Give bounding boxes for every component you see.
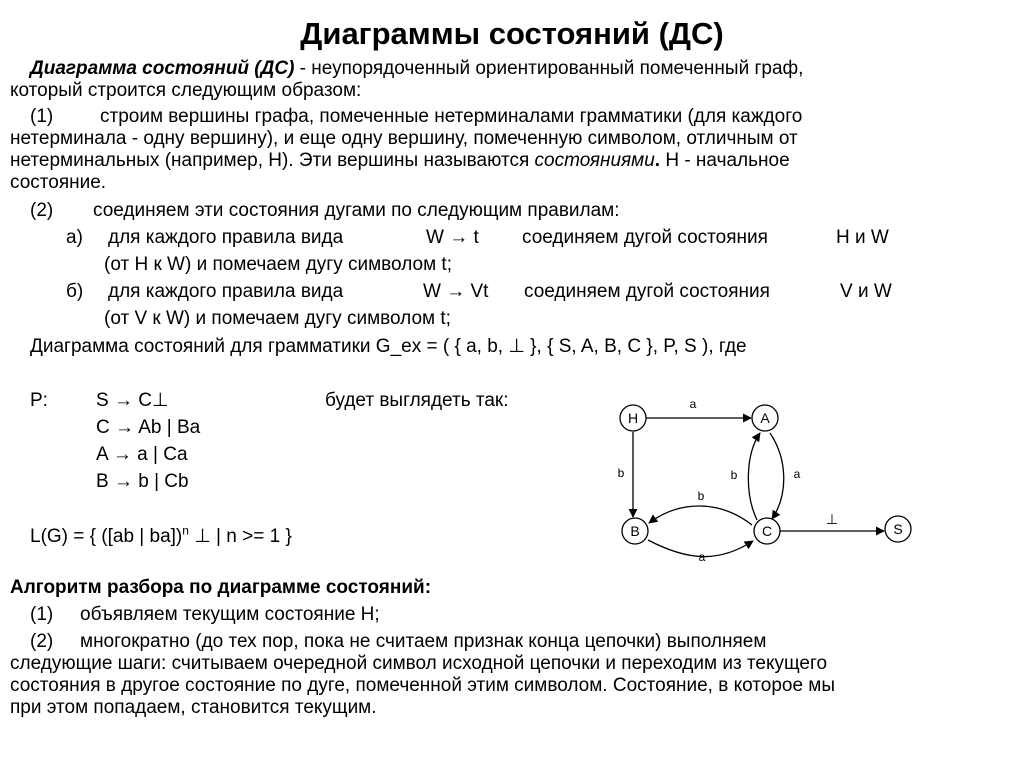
step1-line-4: состояние. — [10, 172, 107, 193]
algorithm-step2-line-4: при этом попадаем, становится текущим. — [10, 697, 377, 718]
rule-b-label: б) — [66, 281, 84, 302]
definition-line-2: который строится следующим образом: — [10, 80, 362, 101]
rule-b-action: соединяем дугой состояния — [524, 281, 770, 302]
rule-b-states: V и W — [840, 281, 892, 302]
algorithm-step2-line-3: состояния в другое состояние по дуге, помеченной этим символом. Состояние, в которое мы — [10, 675, 836, 696]
grammar-rule-1: S → C⊥ — [96, 390, 169, 411]
edge-h-b-label: b — [617, 466, 625, 480]
step1-num: (1) — [30, 106, 54, 127]
grammar-rule-4: B → b | Cb — [96, 471, 189, 492]
states-term: состояниями — [534, 150, 655, 171]
edge-a-c-label: a — [793, 467, 801, 481]
language-pre: L(G) = { ([ab | ba]) — [30, 526, 183, 547]
algorithm-step2-line-2: следующие шаги: считываем очередной символ исходной цепочки и переходим из текущего — [10, 653, 828, 674]
algorithm-step2-num: (2) — [30, 631, 54, 652]
will-look-text: будет выглядеть так: — [325, 390, 509, 411]
step1-line-1: строим вершины графа, помеченные нетерминалами грамматики (для каждого — [100, 106, 803, 127]
grammar-p-label: P: — [30, 390, 48, 411]
edge-c-b — [649, 506, 752, 525]
states-term-dot: . — [654, 150, 661, 171]
edge-c-a — [748, 433, 760, 520]
language-post: ⊥ | n >= 1 } — [188, 526, 292, 547]
grammar-intro: Диаграмма состояний для грамматики G_ex = ( { a, b, ⊥ }, { S, A, B, C }, P, S ), где — [30, 336, 747, 357]
rule-b-line-2: (от V к W) и помечаем дугу символом t; — [104, 308, 451, 329]
algorithm-step1: объявляем текущим состояние Н; — [80, 604, 380, 625]
rule-b-rule: W → Vt — [423, 281, 489, 302]
state-s-label: S — [893, 521, 903, 537]
grammar-rule-2: C → Ab | Ba — [96, 417, 201, 438]
step2-text: соединяем эти состояния дугами по следующим правилам: — [93, 200, 620, 221]
edge-a-c — [770, 433, 784, 519]
state-a-label: A — [760, 410, 770, 426]
edge-b-c-label: a — [698, 550, 706, 564]
algorithm-title: Алгоритм разбора по диаграмме состояний: — [10, 577, 432, 598]
edge-c-s-label: ⊥ — [825, 511, 839, 527]
rule-a-rule: W → t — [426, 227, 479, 248]
algorithm-step1-num: (1) — [30, 604, 54, 625]
grammar-rule-3: A → a | Ca — [96, 444, 188, 465]
edge-c-a-label: b — [730, 468, 738, 482]
definition-term: Диаграмма состояний (ДС) — [30, 58, 295, 79]
step1-line-2: нетерминала - одну вершину), и еще одну вершину, помеченную символом, отличным от — [10, 128, 798, 149]
state-c-label: C — [761, 523, 773, 539]
step1-line-3-pre: нетерминальных (например, Н). Эти вершины называются — [10, 150, 535, 171]
edge-h-a-label: a — [689, 397, 697, 411]
step1-line-3-post: Н - начальное — [660, 150, 790, 171]
step2-num: (2) — [30, 200, 54, 221]
rule-a-text: для каждого правила вида — [108, 227, 344, 248]
rule-a-line-2: (от Н к W) и помечаем дугу символом t; — [104, 254, 452, 275]
rule-a-label: а) — [66, 227, 83, 248]
page-title: Диаграммы состояний (ДС) — [300, 16, 724, 51]
edge-c-b-label: b — [697, 489, 705, 503]
rule-a-states: Н и W — [836, 227, 889, 248]
rule-a-action: соединяем дугой состояния — [522, 227, 768, 248]
algorithm-step2-line-1: многократно (до тех пор, пока не считаем признак конца цепочки) выполняем — [80, 631, 767, 652]
state-h-label: H — [627, 410, 639, 426]
language-sup: n — [182, 523, 189, 538]
state-b-label: B — [630, 523, 640, 539]
definition-rest: - неупорядоченный ориентированный помеченный граф, — [294, 58, 804, 79]
rule-b-text: для каждого правила вида — [108, 281, 344, 302]
